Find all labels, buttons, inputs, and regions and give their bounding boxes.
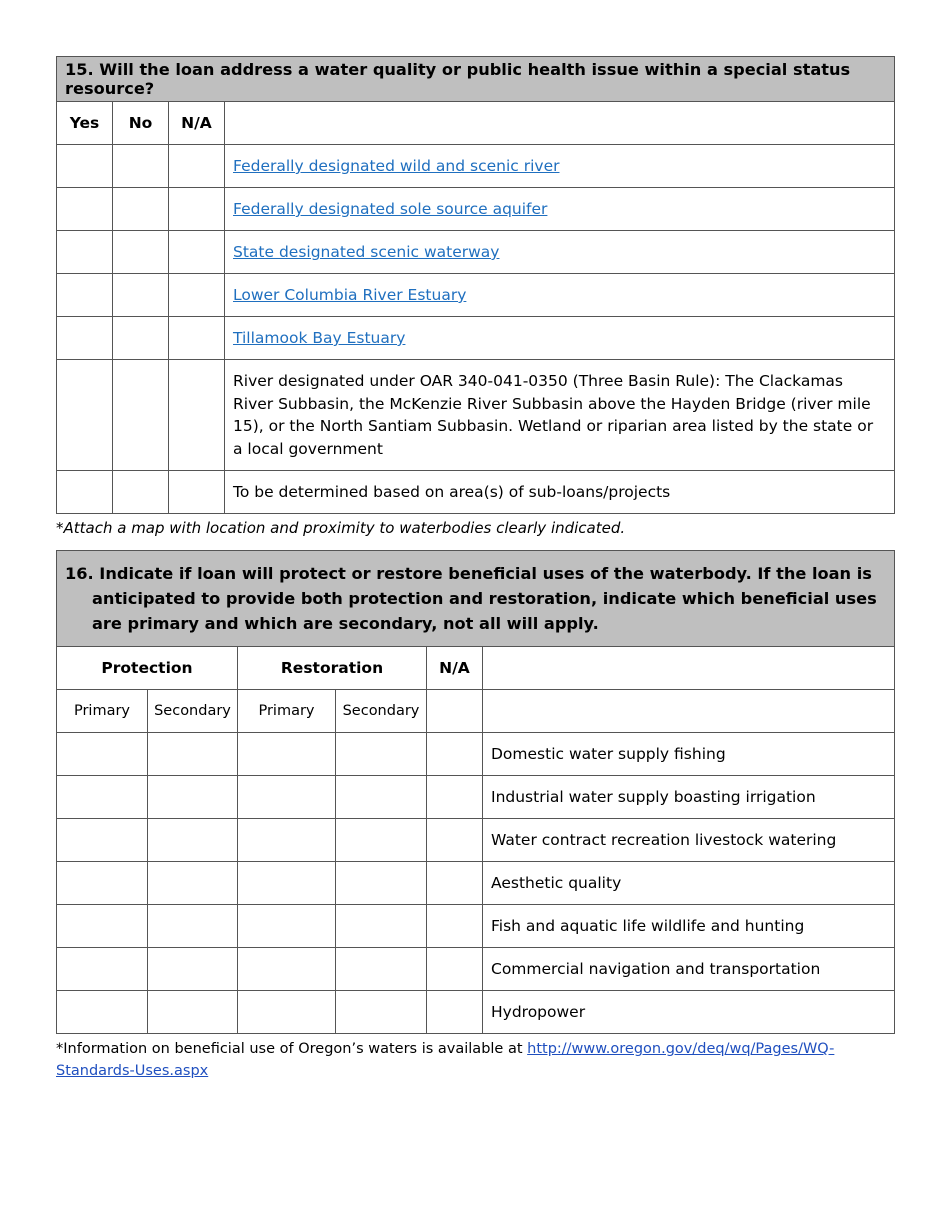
q15-desc-cell — [225, 471, 895, 514]
q16-row — [57, 733, 895, 776]
q15-na-cell[interactable] — [169, 145, 225, 188]
q16-row — [57, 776, 895, 819]
q15-no-cell[interactable] — [113, 471, 169, 514]
q16-restoration-secondary-cell[interactable] — [336, 948, 427, 991]
q15-table — [56, 56, 895, 514]
q16-use-label: Fish and aquatic life wildlife and hunting — [483, 905, 895, 948]
q16-sub-na-blank — [427, 690, 483, 733]
q15-desc-cell — [225, 317, 895, 360]
q16-na-cell[interactable] — [427, 776, 483, 819]
q16-restoration-primary-cell[interactable] — [238, 905, 336, 948]
q16-col-restoration: Restoration — [238, 647, 427, 690]
q16-protection-secondary-cell[interactable] — [148, 948, 238, 991]
resource-text: River designated under OAR 340-041-0350 (Three Basin Rule): The Clackamas River Subbasin, the McKenzie River Subbasin above the Hayden Bridge (river mile 15), or the North Santiam Subbasin. Wetland or riparian area listed by the state or a local government — [233, 372, 874, 458]
q16-use-label: Aesthetic quality — [483, 862, 895, 905]
q15-yes-cell[interactable] — [57, 317, 113, 360]
q16-restoration-primary-cell[interactable] — [238, 733, 336, 776]
q16-protection-secondary-cell[interactable] — [148, 733, 238, 776]
q15-na-cell[interactable] — [169, 360, 225, 471]
q16-row — [57, 991, 895, 1034]
q15-na-cell[interactable] — [169, 188, 225, 231]
q16-protection-primary-cell[interactable] — [57, 991, 148, 1034]
q16-title-text: 16. Indicate if loan will protect or restore beneficial uses of the waterbody. If the loan is anticipated to provide both protection and restoration, indicate which beneficial uses are primary and which are secondary, not all will apply. — [65, 564, 877, 633]
q16-row — [57, 819, 895, 862]
q16-protection-secondary-cell[interactable] — [148, 819, 238, 862]
q15-row — [57, 360, 895, 471]
q16-restoration-secondary-cell[interactable] — [336, 862, 427, 905]
q16-restoration-primary-cell[interactable] — [238, 948, 336, 991]
q16-sub-restoration-secondary: Secondary — [336, 690, 427, 733]
q16-row — [57, 905, 895, 948]
q16-footnote — [56, 1038, 894, 1082]
q16-use-label: Commercial navigation and transportation — [483, 948, 895, 991]
resource-text: To be determined based on area(s) of sub-loans/projects — [233, 483, 671, 501]
q15-no-cell[interactable] — [113, 274, 169, 317]
q16-row — [57, 862, 895, 905]
q16-use-label: Industrial water supply boasting irrigation — [483, 776, 895, 819]
resource-link[interactable]: State designated scenic waterway — [233, 243, 500, 261]
q15-yes-cell[interactable] — [57, 274, 113, 317]
q16-na-cell[interactable] — [427, 862, 483, 905]
q15-no-cell[interactable] — [113, 360, 169, 471]
q16-restoration-secondary-cell[interactable] — [336, 819, 427, 862]
q16-sub-desc-blank — [483, 690, 895, 733]
q15-yes-cell[interactable] — [57, 360, 113, 471]
q15-note: *Attach a map with location and proximity to waterbodies clearly indicated. — [56, 519, 626, 537]
q16-sub-restoration-primary: Primary — [238, 690, 336, 733]
q16-restoration-primary-cell[interactable] — [238, 991, 336, 1034]
q15-col-no: No — [113, 102, 169, 145]
q15-col-na: N/A — [169, 102, 225, 145]
q16-sub-protection-primary: Primary — [57, 690, 148, 733]
q15-row — [57, 317, 895, 360]
q16-protection-primary-cell[interactable] — [57, 905, 148, 948]
resource-link[interactable]: Federally designated wild and scenic river — [233, 157, 560, 175]
q16-protection-primary-cell[interactable] — [57, 862, 148, 905]
q15-no-cell[interactable] — [113, 188, 169, 231]
q15-no-cell[interactable] — [113, 145, 169, 188]
q15-desc-cell — [225, 231, 895, 274]
q16-restoration-primary-cell[interactable] — [238, 776, 336, 819]
q16-use-label: Domestic water supply fishing — [483, 733, 895, 776]
q16-restoration-secondary-cell[interactable] — [336, 776, 427, 819]
q16-protection-primary-cell[interactable] — [57, 776, 148, 819]
q16-table — [56, 550, 895, 1034]
q16-col-na: N/A — [427, 647, 483, 690]
q16-protection-primary-cell[interactable] — [57, 819, 148, 862]
q16-na-cell[interactable] — [427, 905, 483, 948]
q16-restoration-primary-cell[interactable] — [238, 862, 336, 905]
q15-yes-cell[interactable] — [57, 188, 113, 231]
q16-footnote-link[interactable]: http://www.oregon.gov/deq/wq/Pages/WQ- Standards-Uses.aspx — [56, 1041, 835, 1079]
q15-row — [57, 471, 895, 514]
q15-col-blank — [225, 102, 895, 145]
q16-protection-secondary-cell[interactable] — [148, 862, 238, 905]
q16-protection-primary-cell[interactable] — [57, 948, 148, 991]
q16-protection-secondary-cell[interactable] — [148, 905, 238, 948]
q16-protection-primary-cell[interactable] — [57, 733, 148, 776]
q15-desc-cell — [225, 145, 895, 188]
q15-title: 15. Will the loan address a water quality or public health issue within a special status resource? — [57, 57, 895, 102]
q15-row — [57, 231, 895, 274]
q15-desc-cell — [225, 188, 895, 231]
q16-restoration-secondary-cell[interactable] — [336, 905, 427, 948]
q16-na-cell[interactable] — [427, 991, 483, 1034]
q15-na-cell[interactable] — [169, 231, 225, 274]
q15-na-cell[interactable] — [169, 471, 225, 514]
q15-yes-cell[interactable] — [57, 231, 113, 274]
q16-restoration-secondary-cell[interactable] — [336, 991, 427, 1034]
q15-col-yes: Yes — [57, 102, 113, 145]
q16-restoration-primary-cell[interactable] — [238, 819, 336, 862]
resource-link[interactable]: Federally designated sole source aquifer — [233, 200, 548, 218]
resource-link[interactable]: Lower Columbia River Estuary — [233, 286, 467, 304]
q15-no-cell[interactable] — [113, 317, 169, 360]
q16-na-cell[interactable] — [427, 733, 483, 776]
q16-title — [57, 551, 895, 647]
q16-use-label: Water contract recreation livestock watering — [483, 819, 895, 862]
q15-na-cell[interactable] — [169, 317, 225, 360]
q15-yes-cell[interactable] — [57, 471, 113, 514]
q16-footnote-text: *Information on beneficial use of Oregon’s waters is available at — [56, 1041, 528, 1057]
form-page — [56, 56, 894, 1082]
resource-link[interactable]: Tillamook Bay Estuary — [233, 329, 406, 347]
q16-col-protection: Protection — [57, 647, 238, 690]
q16-na-cell[interactable] — [427, 819, 483, 862]
q15-row — [57, 274, 895, 317]
q15-na-cell[interactable] — [169, 274, 225, 317]
q15-no-cell[interactable] — [113, 231, 169, 274]
q15-row — [57, 145, 895, 188]
q15-desc-cell — [225, 274, 895, 317]
q16-use-label: Hydropower — [483, 991, 895, 1034]
q16-na-cell[interactable] — [427, 948, 483, 991]
q16-protection-secondary-cell[interactable] — [148, 991, 238, 1034]
q16-restoration-secondary-cell[interactable] — [336, 733, 427, 776]
q15-yes-cell[interactable] — [57, 145, 113, 188]
q16-row — [57, 948, 895, 991]
q16-sub-protection-secondary: Secondary — [148, 690, 238, 733]
q16-col-blank — [483, 647, 895, 690]
q16-protection-secondary-cell[interactable] — [148, 776, 238, 819]
q15-desc-cell — [225, 360, 895, 471]
q15-row — [57, 188, 895, 231]
